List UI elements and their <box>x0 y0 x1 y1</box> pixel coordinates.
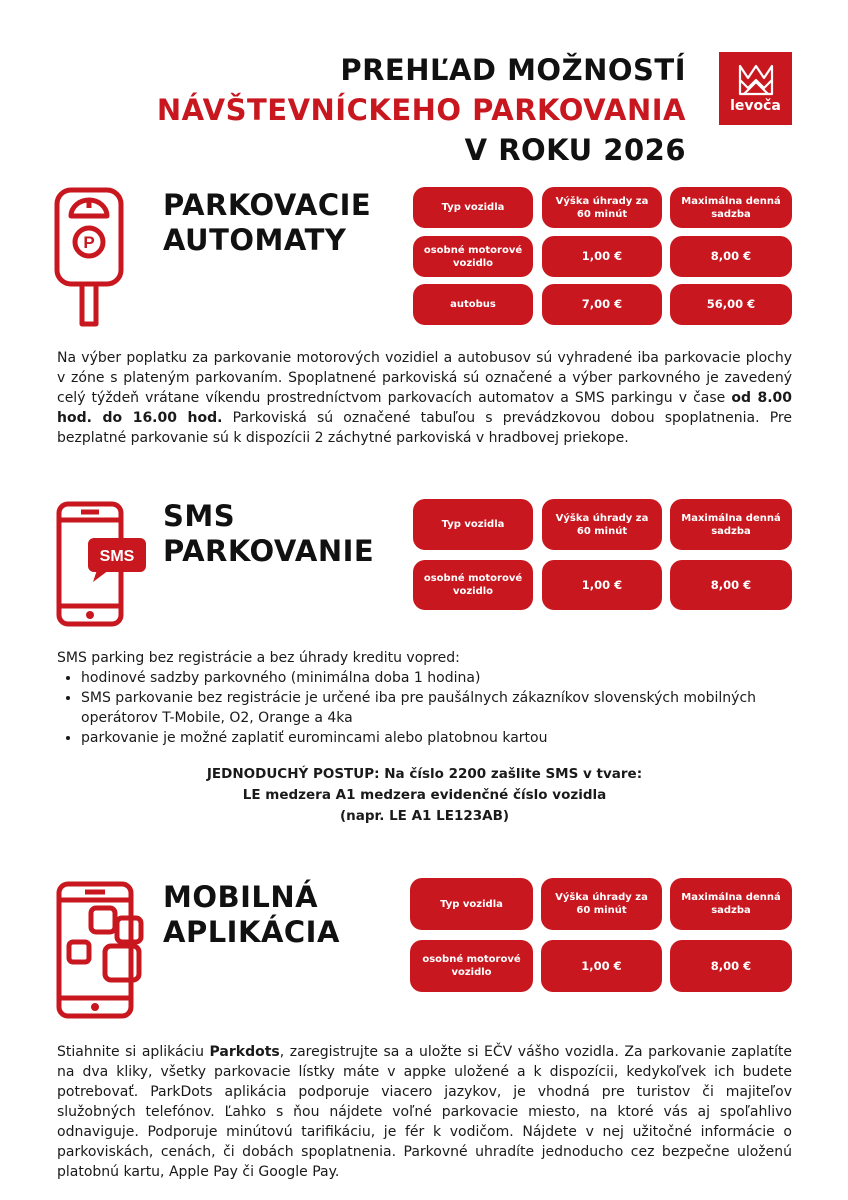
table-header-max: Maximálna denná sadzba <box>670 878 792 930</box>
section-title-automaty: PARKOVACIE AUTOMATY <box>163 188 372 257</box>
paragraph-automaty: Na výber poplatku za parkovanie motorových vozidiel a autobusov sú vyhradené iba parkovacie plochy v zóne s plateným parkovaním. Spoplatnené parkoviská sú označené a výber parkovného je zavedený celý týždeň vrátane víkendu prostredníctvom parkovacích automatov a SMS parkingu v čase od 8.00 hod. do 16.00 hod. Parkoviská sú označené tabuľou s prevádzkovou dobou spoplatnenia. Pre bezplatné parkovanie sú k dispozícii 2 záchytné parkoviská v hradbovej priekope. <box>57 350 793 446</box>
table-header-typ: Typ vozidla <box>413 499 533 550</box>
page-title <box>157 50 686 170</box>
svg-text:SMS: SMS <box>99 548 135 565</box>
table-cell: 8,00 € <box>670 940 792 992</box>
sms-info-list <box>57 648 792 748</box>
title-line-2: NÁVŠTEVNÍCKEHO PARKOVANIA <box>156 93 686 127</box>
svg-text:P: P <box>83 233 95 252</box>
table-cell: osobné motorové vozidlo <box>413 236 533 277</box>
table-cell: 1,00 € <box>542 236 662 277</box>
list-item: • SMS parkovanie bez registrácie je určené iba pre paušálnych zákazníkov slovenských mobilných operátorov T-Mobile, O2, Orange a 4ka <box>81 688 792 728</box>
table-header-vyska: Výška úhrady za 60 minút <box>542 499 662 550</box>
table-cell: osobné motorové vozidlo <box>410 940 533 992</box>
levoca-logo <box>719 52 792 125</box>
table-header-vyska: Výška úhrady za 60 minút <box>542 187 662 228</box>
logo-text: levoča <box>730 98 781 114</box>
table-header-max: Maximálna denná sadzba <box>670 499 792 550</box>
section-title-app: MOBILNÁ APLIKÁCIA <box>163 880 340 949</box>
table-cell: autobus <box>413 284 533 325</box>
paragraph-app: Stiahnite si aplikáciu Parkdots, zaregistrujte sa a uložte si EČV vášho vozidla. Za parkovanie zaplatíte na dva kliky, všetky parkovacie lístky máte v appke uložené a k dispozícii, kedykoľvek ich budete potrebovať. ParkDots aplikácia podporuje viacero jazykov, je vhodná pre turistov či majiteľov služobných telefónov. Ľahko s ňou nájdete voľné parkovacie miesto, na ktoré vás aj spoľahlivo odnaviguje. Podporuje minútovú tarifikáciu, je fér k vodičom. Nájdete v nej užitočné informácie o parkoviskách, cenách, či dobách spoplatnenia. Parkovné uhradíte jednoducho cez bezpečne uloženú platobnú kartu, Apple Pay či Google Pay. <box>57 1044 793 1180</box>
table-header-typ: Typ vozidla <box>410 878 533 930</box>
parking-meter-icon <box>53 186 125 328</box>
sms-phone-icon <box>55 500 151 628</box>
title-line-3: V ROKU 2026 <box>464 133 686 167</box>
sms-instructions: JEDNODUCHÝ POSTUP: Na číslo 2200 zašlite SMS v tvare: LE medzera A1 medzera evidenčné číslo vozidla (napr. LE A1 LE123AB) <box>206 766 643 824</box>
table-header-typ: Typ vozidla <box>413 187 533 228</box>
list-item: • hodinové sadzby parkovného (minimálna doba 1 hodina) <box>81 668 792 688</box>
table-cell: 8,00 € <box>670 560 792 610</box>
section-title-sms: SMS PARKOVANIE <box>163 499 375 568</box>
sms-intro: SMS parking bez registrácie a bez úhrady kreditu vopred: <box>57 650 460 666</box>
crown-icon <box>736 60 776 98</box>
table-header-max: Maximálna denná sadzba <box>670 187 792 228</box>
table-cell: osobné motorové vozidlo <box>413 560 533 610</box>
table-header-vyska: Výška úhrady za 60 minút <box>541 878 662 930</box>
table-cell: 1,00 € <box>542 560 662 610</box>
table-cell: 56,00 € <box>670 284 792 325</box>
table-cell: 7,00 € <box>542 284 662 325</box>
mobile-app-icon <box>55 880 147 1020</box>
title-line-1: PREHĽAD MOŽNOSTÍ <box>340 53 686 87</box>
list-item: • parkovanie je možné zaplatiť euromincami alebo platobnou kartou <box>81 728 792 748</box>
table-cell: 8,00 € <box>670 236 792 277</box>
table-cell: 1,00 € <box>541 940 662 992</box>
